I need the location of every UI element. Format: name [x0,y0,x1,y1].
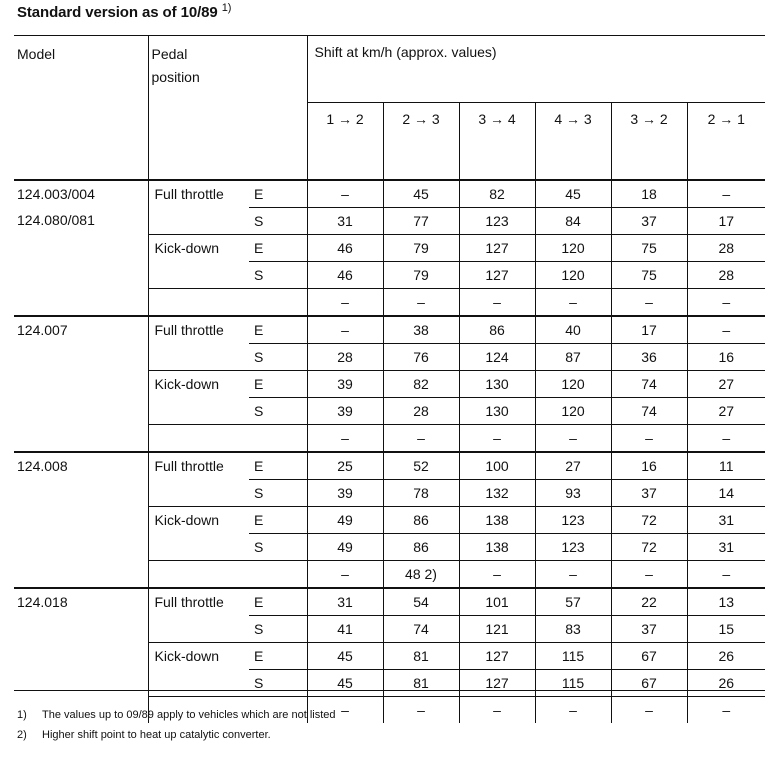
shift-value: 86 [383,507,459,534]
shift-value: 27 [687,371,765,398]
shift-value: 115 [535,670,611,697]
header-shift [307,36,765,103]
shift-value: 74 [383,616,459,643]
shift-value: 26 [687,643,765,670]
shift-value: 46 [307,262,383,289]
shift-value: 123 [535,507,611,534]
shift-value: 138 [459,534,535,561]
shift-value: 115 [535,643,611,670]
shift-value: 57 [535,588,611,616]
header-shift-1: 1 → 2 [307,103,383,181]
table-row [14,316,765,344]
shift-value: 127 [459,235,535,262]
shift-value: 45 [383,180,459,208]
header-model-label: Model [17,46,56,62]
shift-value: 31 [307,588,383,616]
shift-value: 22 [611,588,687,616]
version-code: E [249,235,307,262]
shift-value: 82 [383,371,459,398]
shift-value: 75 [611,262,687,289]
header-shift-4: 4 → 3 [535,103,611,181]
shift-value: 31 [687,534,765,561]
version-code: S [249,344,307,371]
footnote-2 [17,729,271,741]
shift-value: 130 [459,398,535,425]
header-model [14,36,148,181]
shift-value: – [687,180,765,208]
shift-value: 132 [459,480,535,507]
shift-value: 138 [459,507,535,534]
pedal-empty [148,561,249,589]
pedal-position: Full throttle [148,180,249,235]
shift-value: – [535,289,611,317]
shift-value: 84 [535,208,611,235]
shift-value: 86 [383,534,459,561]
shift-points-table [14,35,765,723]
version-code: E [249,507,307,534]
model-number: 124.018 [17,594,68,610]
shift-value: – [459,289,535,317]
shift-value: 31 [687,507,765,534]
shift-value: – [687,425,765,453]
shift-value: 123 [535,534,611,561]
table-row [14,452,765,480]
shift-value: 48 2) [383,561,459,589]
shift-value: 76 [383,344,459,371]
version-code: S [249,670,307,697]
shift-value: – [535,561,611,589]
version-code: E [249,588,307,616]
pedal-empty [148,289,249,317]
shift-value: – [535,697,611,724]
shift-value: 123 [459,208,535,235]
pedal-position: Full throttle [148,588,249,643]
version-code: E [249,316,307,344]
version-code [249,289,307,317]
shift-value: 37 [611,616,687,643]
shift-value: 11 [687,452,765,480]
model-number: 124.080/081 [17,212,95,228]
shift-value: 93 [535,480,611,507]
shift-value: 74 [611,371,687,398]
shift-value: 13 [687,588,765,616]
shift-value: 82 [459,180,535,208]
shift-value: 127 [459,643,535,670]
shift-value: 17 [611,316,687,344]
shift-value: 41 [307,616,383,643]
pedal-position: Kick-down [148,507,249,561]
shift-value: – [383,697,459,724]
shift-value: 75 [611,235,687,262]
shift-value: – [611,289,687,317]
header-pedal [148,36,307,181]
shift-value: – [687,561,765,589]
shift-value: – [459,425,535,453]
shift-value: 77 [383,208,459,235]
header-pedal-line2: position [151,69,200,85]
header-shift-5: 3 → 2 [611,103,687,181]
footnote-2-mark: 2) [17,729,27,741]
table-row [14,180,765,208]
shift-value: 39 [307,371,383,398]
shift-value: – [307,425,383,453]
page-title [17,2,231,21]
shift-value: 45 [535,180,611,208]
shift-value: 72 [611,507,687,534]
shift-value: 81 [383,670,459,697]
shift-value: 83 [535,616,611,643]
shift-value: 52 [383,452,459,480]
shift-value: 26 [687,670,765,697]
shift-value: 100 [459,452,535,480]
shift-value: – [307,289,383,317]
pedal-position: Full throttle [148,316,249,371]
pedal-position: Kick-down [148,235,249,289]
shift-value: 81 [383,643,459,670]
version-code: S [249,208,307,235]
shift-value: – [535,425,611,453]
shift-value: 121 [459,616,535,643]
shift-value: – [307,561,383,589]
pedal-position: Kick-down [148,371,249,425]
shift-value: 27 [687,398,765,425]
shift-value: 16 [687,344,765,371]
shift-value: 120 [535,235,611,262]
header-pedal-line1: Pedal [151,46,188,62]
shift-value: 28 [383,398,459,425]
version-code [249,561,307,589]
shift-value: 38 [383,316,459,344]
shift-value: 31 [307,208,383,235]
shift-value: 45 [307,643,383,670]
shift-value: 25 [307,452,383,480]
shift-value: 18 [611,180,687,208]
model-number: 124.008 [17,458,68,474]
model-number: 124.003/004 [17,186,95,202]
model-cell [14,180,148,316]
shift-value: 16 [611,452,687,480]
shift-value: 28 [687,262,765,289]
footnote-1-text: The values up to 09/89 apply to vehicles which are not listed [42,709,336,721]
shift-value: 28 [307,344,383,371]
pedal-position: Full throttle [148,452,249,507]
shift-value: 127 [459,262,535,289]
shift-value: 45 [307,670,383,697]
shift-value: 40 [535,316,611,344]
shift-value: – [611,425,687,453]
title-footnote-mark: 1) [221,2,232,14]
shift-value: 124 [459,344,535,371]
shift-value: – [611,697,687,724]
shift-value: – [307,697,383,724]
header-shift-label: Shift at km/h (approx. values) [314,44,497,60]
title-text: Standard version as of 10/89 [17,4,218,21]
footnote-1-mark: 1) [17,709,27,721]
shift-value: 54 [383,588,459,616]
shift-value: 120 [535,398,611,425]
header-shift-3: 3 → 4 [459,103,535,181]
shift-value: 28 [687,235,765,262]
shift-value: 37 [611,208,687,235]
shift-value: – [383,425,459,453]
version-code: E [249,643,307,670]
shift-value: 79 [383,262,459,289]
pedal-empty [148,425,249,453]
version-code: E [249,452,307,480]
shift-value: 39 [307,480,383,507]
version-code: S [249,534,307,561]
shift-value: 37 [611,480,687,507]
shift-value: 15 [687,616,765,643]
version-code: E [249,180,307,208]
shift-value: 120 [535,262,611,289]
shift-value: 67 [611,643,687,670]
version-code: S [249,398,307,425]
shift-value: 78 [383,480,459,507]
shift-value: – [687,316,765,344]
shift-value: – [611,561,687,589]
shift-value: – [459,561,535,589]
shift-value: 86 [459,316,535,344]
version-code: S [249,262,307,289]
version-code: S [249,480,307,507]
version-code [249,425,307,453]
shift-value: 120 [535,371,611,398]
shift-value: – [383,289,459,317]
model-number: 124.007 [17,322,68,338]
version-code: E [249,371,307,398]
shift-value: 36 [611,344,687,371]
header-shift-6: 2 → 1 [687,103,765,181]
shift-value: 79 [383,235,459,262]
model-cell [14,452,148,588]
shift-value: 87 [535,344,611,371]
footnote-1 [17,709,336,721]
footnote-2-text: Higher shift point to heat up catalytic converter. [42,729,271,741]
model-cell [14,588,148,723]
shift-value: – [687,697,765,724]
shift-value: 127 [459,670,535,697]
shift-value: – [687,289,765,317]
shift-value: 46 [307,235,383,262]
shift-value: 49 [307,507,383,534]
version-code: S [249,616,307,643]
shift-value: – [307,316,383,344]
pedal-position: Kick-down [148,643,249,697]
model-cell [14,316,148,452]
shift-value: 39 [307,398,383,425]
shift-value: – [459,697,535,724]
shift-value: 14 [687,480,765,507]
shift-value: 101 [459,588,535,616]
header-shift-2: 2 → 3 [383,103,459,181]
table-row [14,588,765,616]
shift-value: – [307,180,383,208]
shift-value: 27 [535,452,611,480]
shift-value: 67 [611,670,687,697]
shift-value: 17 [687,208,765,235]
table-bottom-rule [14,690,765,691]
shift-value: 72 [611,534,687,561]
shift-value: 130 [459,371,535,398]
shift-value: 74 [611,398,687,425]
shift-value: 49 [307,534,383,561]
